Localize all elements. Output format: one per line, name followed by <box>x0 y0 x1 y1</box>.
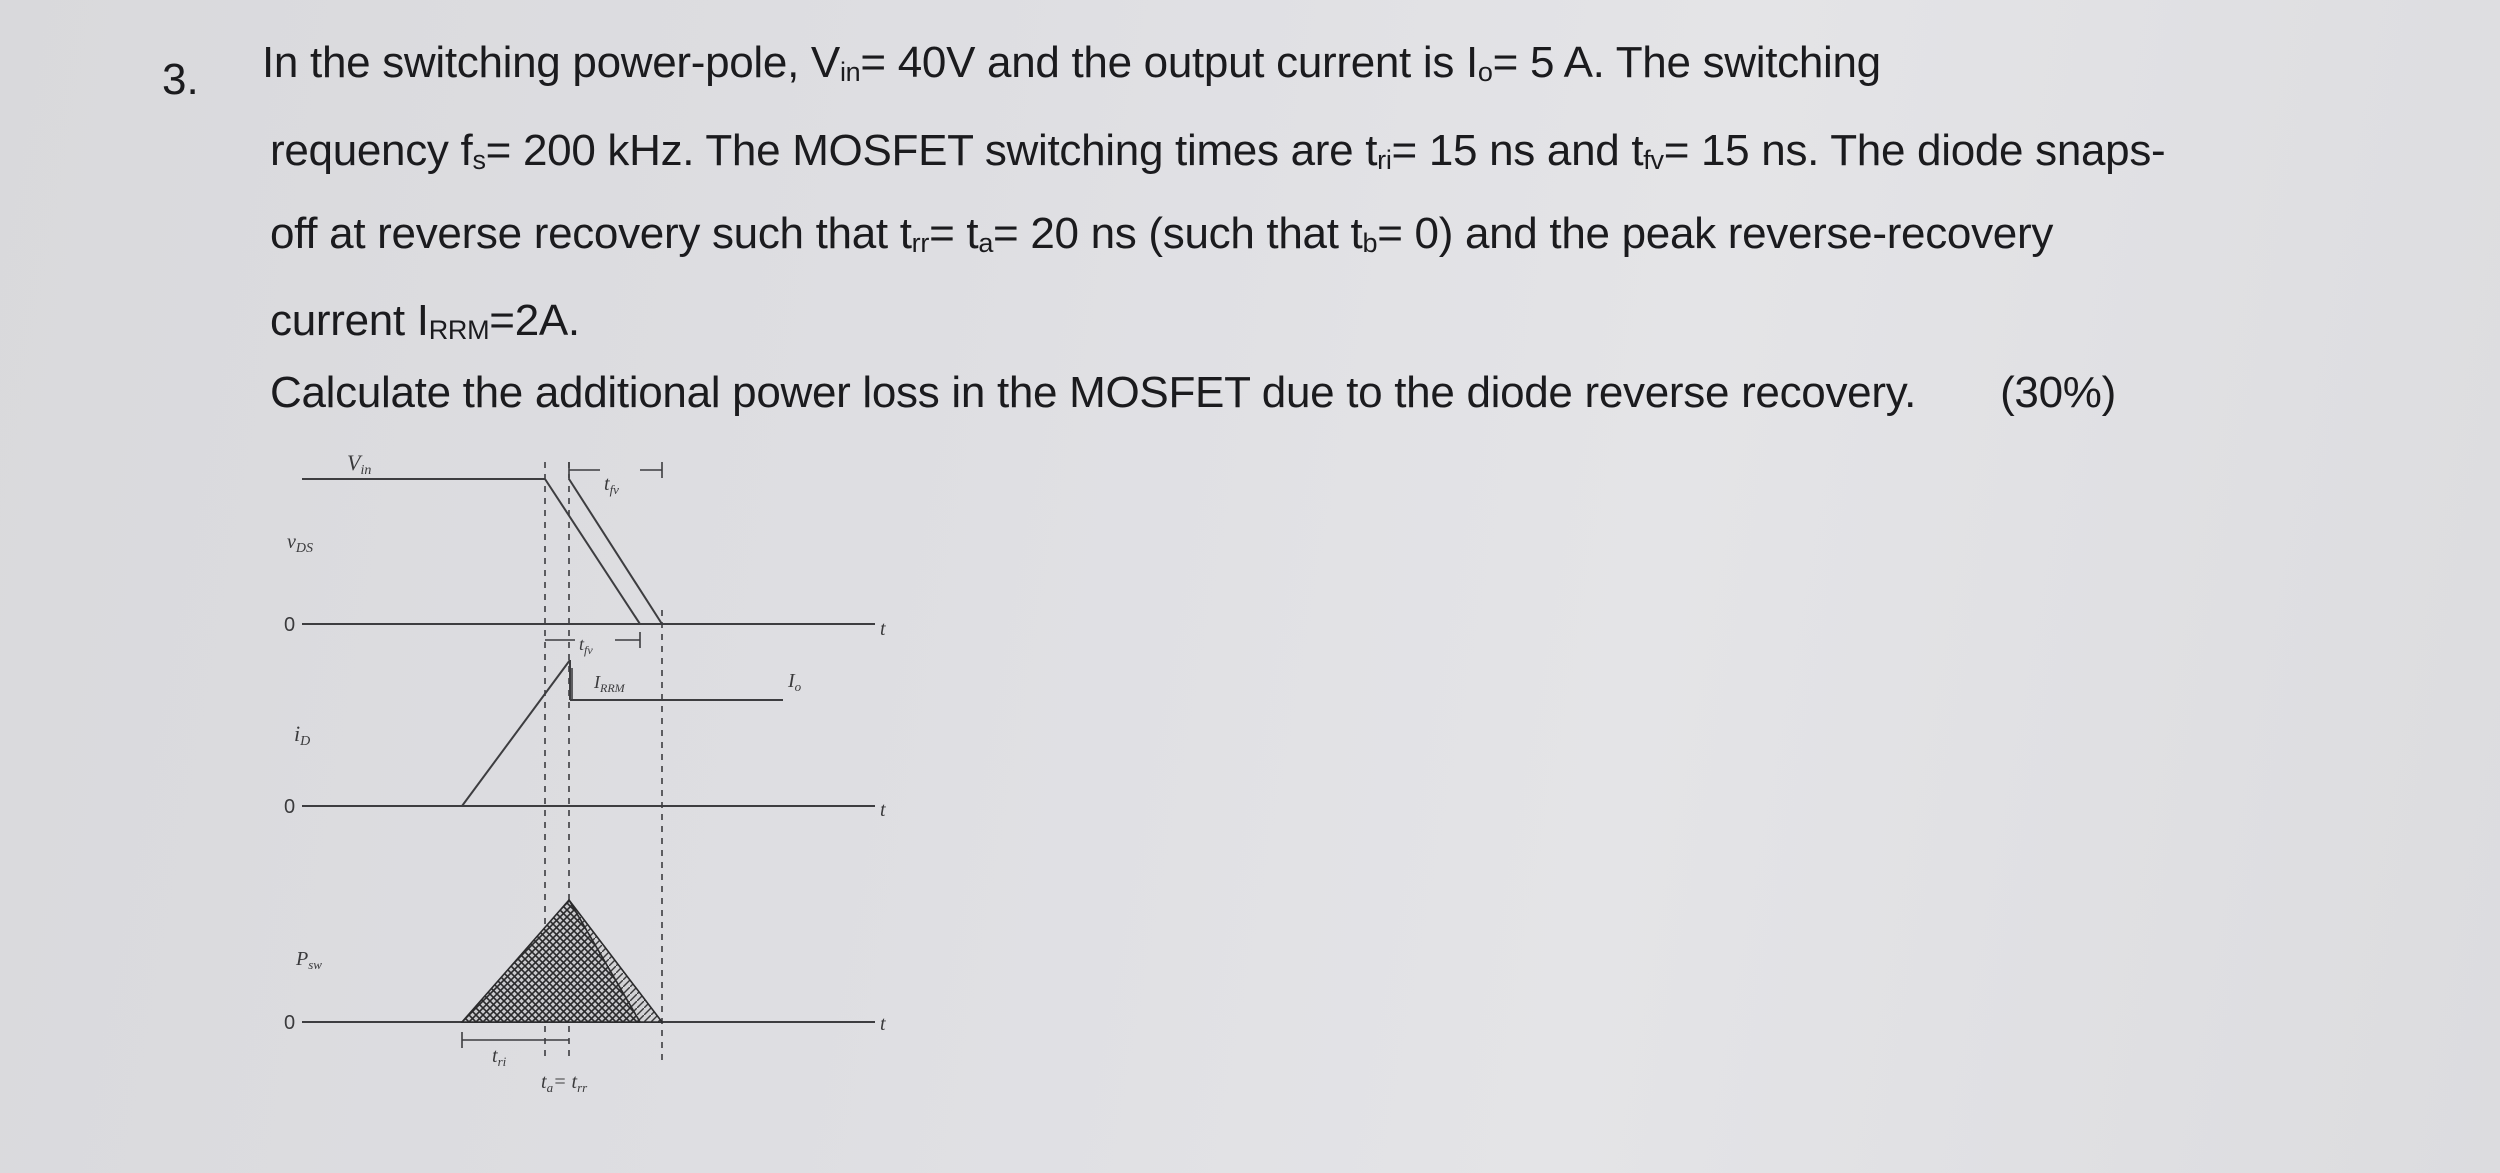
tri-label: $t_{ri}$ <box>492 1045 507 1069</box>
id-rise <box>462 660 570 806</box>
problem-line-2: requency $f_s= 200$ kHz. The MOSFET switching times are $t_{ri}= 15$ ns and $t_{fv}= 15$ ns. The diode snaps- <box>270 126 2166 175</box>
vds-time-axis-label: t <box>880 618 886 640</box>
psw-time-axis-label: t <box>880 1013 886 1035</box>
tfv-label-mid: $t_{fv}$ <box>579 634 593 657</box>
tfv-label-top: $t_{fv}$ <box>604 473 619 497</box>
problem-line-5: Calculate the additional power loss in the MOSFET due to the diode reverse recovery. (30%) <box>270 368 2116 417</box>
question-number: 3. <box>162 55 199 104</box>
problem-line-3: off at reverse recovery such that $t_{rr}= t_a= 20$ ns (such that $t_b= 0$) and the peak reverse-recovery <box>270 209 2054 258</box>
id-label: iD <box>294 721 311 749</box>
problem-line-1: In the switching power-pole, $V_{in}= 40V$ and the output current is $I_o= 5$ A. The switching <box>262 38 1881 87</box>
psw-zero-label: 0 <box>284 1012 296 1034</box>
psw-label: $P_{sw}$ <box>296 948 322 972</box>
io-label: $I_o$ <box>788 670 802 694</box>
irrm-label: $I_{RRM}$ <box>594 672 625 695</box>
vds-fall-inner <box>545 479 640 624</box>
question-weight: (30%) <box>2000 368 2116 417</box>
id-zero-label: 0 <box>284 796 296 818</box>
vin-label: Vin <box>347 450 372 478</box>
ta-trr-label: $t_a= t_{rr}$ <box>541 1071 588 1095</box>
id-time-axis-label: t <box>880 799 886 821</box>
problem-line-4: current $I_{RRM}=2A$. <box>270 296 580 345</box>
vds-label: $v_{DS}$ <box>287 531 314 556</box>
vds-zero-label: 0 <box>284 614 296 636</box>
vds-fall-outer <box>569 479 662 624</box>
